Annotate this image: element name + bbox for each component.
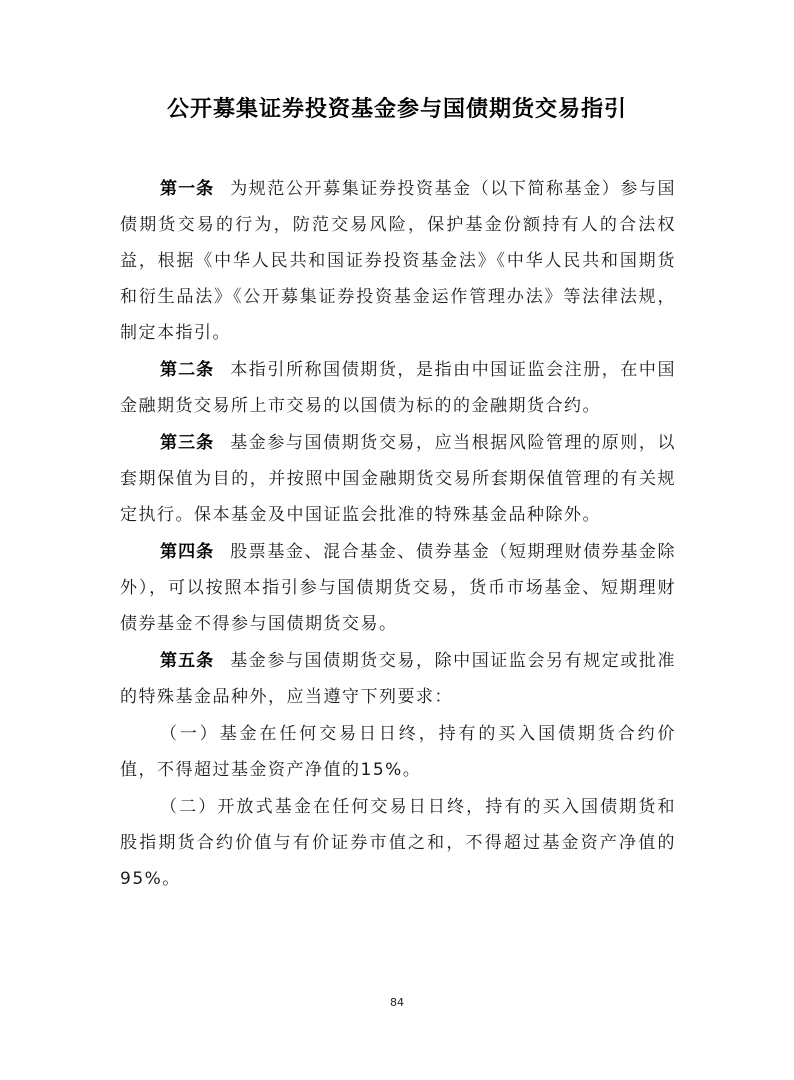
article-text: 本指引所称国债期货，是指由中国证监会注册，在中国金融期货交易所上市交易的以国债为标的的金融期货合约。 — [120, 360, 677, 416]
article-heading: 第三条 — [160, 433, 215, 453]
article-text: 为规范公开募集证券投资基金（以下简称基金）参与国债期货交易的行为，防范交易风险，保护基金份额持有人的合法权益，根据《中华人民共和国证券投资基金法》《中华人民共和国期货和衍生品法》《公开募集证券投资基金运作管理办法》等法律法规，制定本指引。 — [120, 179, 677, 343]
article-4 — [120, 534, 676, 642]
item-text: （二）开放式基金在任何交易日日终，持有的买入国债期货和股指期货合约价值与有价证券市值之和，不得超过基金资产净值的95%。 — [120, 797, 676, 889]
article-text: 基金参与国债期货交易，除中国证监会另有规定或批准的特殊基金品种外，应当遵守下列要求： — [120, 651, 677, 707]
document-body — [120, 171, 676, 898]
article-5-item-2 — [120, 789, 676, 897]
article-3 — [120, 425, 676, 533]
article-text: 股票基金、混合基金、债券基金（短期理财债券基金除外），可以按照本指引参与国债期货交易，货币市场基金、短期理财债券基金不得参与国债期货交易。 — [120, 542, 677, 634]
article-1 — [120, 171, 676, 351]
article-heading: 第二条 — [160, 360, 215, 380]
item-text: （一）基金在任何交易日日终，持有的买入国债期货合约价值，不得超过基金资产净值的15%。 — [120, 724, 676, 780]
article-text: 基金参与国债期货交易，应当根据风险管理的原则，以套期保值为目的，并按照中国金融期货交易所套期保值管理的有关规定执行。保本基金及中国证监会批准的特殊基金品种除外。 — [120, 433, 677, 525]
article-heading: 第一条 — [160, 179, 215, 199]
article-2 — [120, 352, 676, 424]
document-title: 公开募集证券投资基金参与国债期货交易指引 — [166, 97, 627, 122]
page-number: 84 — [390, 996, 404, 1009]
article-5 — [120, 643, 676, 715]
article-heading: 第四条 — [160, 542, 215, 562]
article-heading: 第五条 — [160, 651, 215, 671]
article-5-item-1 — [120, 716, 676, 788]
